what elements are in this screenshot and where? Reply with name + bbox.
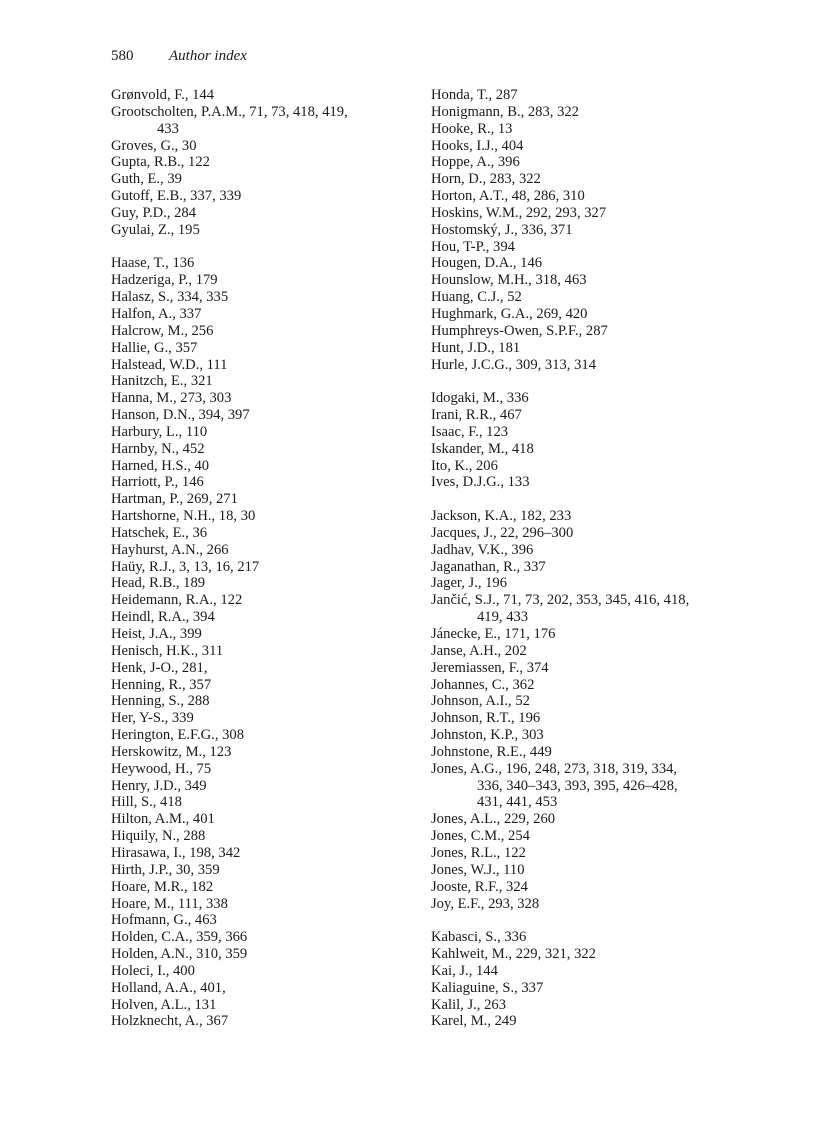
index-entry (111, 340, 411, 357)
entry-text: Henning, R., 357 (111, 676, 212, 693)
index-entry (111, 862, 411, 879)
index-entry (111, 946, 411, 963)
index-entry (111, 138, 411, 155)
index-entry (431, 390, 741, 407)
index-entry (431, 272, 741, 289)
entry-text: Hurle, J.C.G., 309, 313, 314 (431, 356, 596, 373)
entry-text: Johnston, K.P., 303 (431, 727, 544, 744)
entry-text: Gyulai, Z., 195 (111, 221, 200, 238)
entry-text: Jaganathan, R., 337 (431, 558, 546, 575)
entry-text: Henk, J-O., 281, (111, 659, 208, 676)
index-entry (111, 272, 411, 289)
index-entry (111, 441, 411, 458)
index-entry (111, 677, 411, 694)
index-entry (431, 845, 741, 862)
index-entry (111, 963, 411, 980)
index-entry (431, 862, 741, 879)
index-entry (111, 255, 411, 272)
index-entry (111, 1013, 411, 1030)
entry-text: Haüy, R.J., 3, 13, 16, 217 (111, 558, 260, 575)
entry-text: Johnson, A.I., 52 (431, 693, 530, 710)
index-entry (111, 171, 411, 188)
index-entry (431, 424, 741, 441)
index-entry (111, 660, 411, 677)
index-entry (431, 710, 741, 727)
index-entry (431, 255, 741, 272)
entry-text: Hilton, A.M., 401 (111, 811, 215, 828)
entry-text: Honigmann, B., 283, 322 (431, 103, 579, 120)
entry-text: Jeremiassen, F., 374 (431, 659, 549, 676)
entry-text: Jones, A.L., 229, 260 (431, 811, 556, 828)
index-entry (111, 744, 411, 761)
page-number: 580 (111, 48, 134, 64)
entry-text: Herskowitz, M., 123 (111, 743, 232, 760)
entry-text: Hofmann, G., 463 (111, 912, 217, 929)
index-entry (431, 963, 741, 980)
entry-text: Hirasawa, I., 198, 342 (111, 844, 241, 861)
entry-text: Hoare, M.R., 182 (111, 878, 214, 895)
index-entry (431, 542, 741, 559)
index-entry (431, 306, 741, 323)
entry-text: Hooks, I.J., 404 (431, 137, 524, 154)
letter-group-gap (431, 912, 741, 929)
entry-text: Jacques, J., 22, 296–300 (431, 524, 574, 541)
entry-text: Johannes, C., 362 (431, 676, 535, 693)
index-entry (111, 188, 411, 205)
index-entry (431, 508, 741, 525)
entry-text: Heidemann, R.A., 122 (111, 592, 243, 609)
index-entry (431, 138, 741, 155)
entry-text: Hougen, D.A., 146 (431, 255, 543, 272)
index-entry (111, 761, 411, 778)
entry-text: Hill, S., 418 (111, 794, 182, 811)
entry-text: Johnson, R.T., 196 (431, 710, 541, 727)
index-entry (431, 727, 741, 744)
entry-text: Hanson, D.N., 394, 397 (111, 407, 250, 424)
entry-text: Heist, J.A., 399 (111, 626, 202, 642)
index-entry (431, 205, 741, 222)
entry-text: Joy, E.F., 293, 328 (431, 895, 540, 912)
entry-continuation: 336, 340–343, 393, 395, 426–428, (477, 777, 678, 794)
index-column-right (431, 87, 741, 1030)
entry-text: Grootscholten, P.A.M., 71, 73, 418, 419, (111, 103, 348, 120)
entry-text: Holden, A.N., 310, 359 (111, 946, 248, 963)
index-entry (111, 306, 411, 323)
entry-text: Hughmark, G.A., 269, 420 (431, 305, 588, 322)
entry-text: Guy, P.D., 284 (111, 204, 197, 221)
index-entry (431, 761, 741, 812)
index-entry (111, 609, 411, 626)
page-header (111, 46, 247, 66)
entry-text: Kahlweit, M., 229, 321, 322 (431, 946, 596, 963)
entry-text: Jadhav, V.K., 396 (431, 541, 534, 558)
index-entry (111, 592, 411, 609)
index-entry (431, 104, 741, 121)
entry-text: Jooste, R.F., 324 (431, 878, 528, 895)
index-entry (431, 340, 741, 357)
index-entry (431, 188, 741, 205)
index-entry (111, 491, 411, 508)
entry-text: Karel, M., 249 (431, 1013, 517, 1030)
entry-text: Heindl, R.A., 394 (111, 609, 215, 626)
index-entry (111, 205, 411, 222)
entry-text: Her, Y-S., 339 (111, 710, 194, 727)
index-entry (431, 811, 741, 828)
index-entry (111, 559, 411, 576)
index-entry (111, 794, 411, 811)
entry-text: Henry, J.D., 349 (111, 777, 207, 794)
index-entry (111, 222, 411, 239)
entry-text: Kalil, J., 263 (431, 996, 506, 1013)
index-entry (111, 980, 411, 997)
entry-text: Holland, A.A., 401, (111, 979, 226, 996)
entry-text: Jager, J., 196 (431, 575, 508, 592)
entry-text: Halstead, W.D., 111 (111, 356, 228, 373)
index-entry (111, 87, 411, 104)
index-entry (111, 289, 411, 306)
index-entry (431, 323, 741, 340)
index-entry (111, 373, 411, 390)
index-entry (431, 87, 741, 104)
entry-text: Hoskins, W.M., 292, 293, 327 (431, 204, 607, 221)
index-entry (111, 357, 411, 374)
entry-text: Kaliaguine, S., 337 (431, 979, 544, 996)
entry-text: Honda, T., 287 (431, 87, 518, 103)
entry-text: Hunt, J.D., 181 (431, 339, 521, 356)
index-entry (111, 845, 411, 862)
index-entry (431, 441, 741, 458)
index-entry (431, 980, 741, 997)
entry-text: Hoppe, A., 396 (431, 154, 520, 171)
index-entry (431, 879, 741, 896)
index-entry (111, 778, 411, 795)
index-entry (111, 458, 411, 475)
index-entry (111, 424, 411, 441)
index-entry (431, 525, 741, 542)
entry-text: Jančić, S.J., 71, 73, 202, 353, 345, 416, 418, (431, 592, 690, 609)
entry-text: Hadzeriga, P., 179 (111, 272, 218, 289)
index-entry (431, 239, 741, 256)
entry-text: Guth, E., 39 (111, 171, 182, 188)
index-entry (111, 542, 411, 559)
index-entry (431, 660, 741, 677)
entry-text: Hounslow, M.H., 318, 463 (431, 272, 587, 289)
entry-text: Johnstone, R.E., 449 (431, 743, 552, 760)
entry-text: Hanitzch, E., 321 (111, 373, 213, 390)
entry-text: Hanna, M., 273, 303 (111, 390, 232, 407)
entry-text: Hoare, M., 111, 338 (111, 895, 228, 912)
entry-text: Horton, A.T., 48, 286, 310 (431, 188, 585, 205)
entry-text: Herington, E.F.G., 308 (111, 727, 245, 744)
entry-text: Kabasci, S., 336 (431, 929, 527, 946)
index-entry (111, 727, 411, 744)
entry-text: Henning, S., 288 (111, 693, 210, 710)
entry-text: Kai, J., 144 (431, 962, 498, 979)
index-entry (111, 626, 411, 643)
letter-group-gap (431, 491, 741, 508)
entry-text: Halcrow, M., 256 (111, 322, 214, 339)
entry-text: Gutoff, E.B., 337, 339 (111, 188, 242, 205)
entry-text: Gupta, R.B., 122 (111, 154, 210, 171)
entry-text: Jones, A.G., 196, 248, 273, 318, 319, 334, (431, 760, 678, 777)
entry-text: Harnby, N., 452 (111, 440, 205, 457)
entry-text: Hallie, G., 357 (111, 339, 198, 356)
entry-text: Jánecke, E., 171, 176 (431, 626, 556, 642)
entry-text: Harriott, P., 146 (111, 474, 204, 491)
entry-text: Jackson, K.A., 182, 233 (431, 508, 572, 525)
index-entry (111, 407, 411, 424)
index-entry (111, 929, 411, 946)
index-entry (431, 407, 741, 424)
index-entry (111, 828, 411, 845)
index-entry (431, 474, 741, 491)
index-entry (431, 997, 741, 1014)
index-entry (431, 744, 741, 761)
entry-text: Humphreys-Owen, S.P.F., 287 (431, 322, 608, 339)
entry-continuation: 431, 441, 453 (477, 794, 558, 811)
entry-continuation: 419, 433 (477, 609, 529, 626)
entry-continuation: 433 (157, 120, 179, 137)
running-title: Author index (169, 48, 247, 64)
index-entry (431, 677, 741, 694)
entry-text: Holzknecht, A., 367 (111, 1013, 229, 1030)
entry-text: Jones, R.L., 122 (431, 844, 526, 861)
entry-text: Holven, A.L., 131 (111, 996, 217, 1013)
entry-text: Ito, K., 206 (431, 457, 498, 474)
index-entry (431, 559, 741, 576)
entry-text: Janse, A.H., 202 (431, 642, 527, 659)
index-entry (431, 171, 741, 188)
index-entry (431, 289, 741, 306)
entry-text: Hou, T-P., 394 (431, 238, 515, 255)
index-entry (111, 323, 411, 340)
index-entry (431, 121, 741, 138)
entry-text: Iskander, M., 418 (431, 440, 534, 457)
entry-text: Hirth, J.P., 30, 359 (111, 861, 220, 878)
index-entry (111, 693, 411, 710)
entry-text: Hartman, P., 269, 271 (111, 491, 238, 508)
entry-text: Harned, H.S., 40 (111, 457, 210, 474)
index-entry (431, 828, 741, 845)
index-entry (431, 896, 741, 913)
entry-text: Heywood, H., 75 (111, 760, 212, 777)
index-entry (431, 693, 741, 710)
index-entry (111, 575, 411, 592)
index-entry (111, 710, 411, 727)
index-entry (111, 643, 411, 660)
entry-text: Idogaki, M., 336 (431, 390, 529, 407)
entry-text: Horn, D., 283, 322 (431, 171, 541, 188)
entry-text: Hooke, R., 13 (431, 120, 513, 137)
entry-text: Jones, W.J., 110 (431, 861, 525, 878)
entry-text: Ives, D.J.G., 133 (431, 474, 530, 491)
entry-text: Jones, C.M., 254 (431, 828, 530, 845)
entry-text: Hiquily, N., 288 (111, 828, 206, 845)
entry-text: Grønvold, F., 144 (111, 87, 215, 103)
index-entry (111, 896, 411, 913)
index-entry (431, 154, 741, 171)
index-entry (111, 997, 411, 1014)
index-entry (431, 626, 741, 643)
entry-text: Harbury, L., 110 (111, 423, 208, 440)
index-entry (111, 912, 411, 929)
entry-text: Hartshorne, N.H., 18, 30 (111, 508, 256, 525)
entry-text: Huang, C.J., 52 (431, 289, 522, 306)
index-entry (111, 104, 411, 138)
index-entry (431, 222, 741, 239)
index-entry (431, 575, 741, 592)
index-entry (431, 357, 741, 374)
index-entry (431, 929, 741, 946)
entry-text: Hayhurst, A.N., 266 (111, 541, 229, 558)
entry-text: Hatschek, E., 36 (111, 524, 208, 541)
letter-group-gap (111, 239, 411, 256)
index-entry (431, 946, 741, 963)
index-entry (431, 643, 741, 660)
entry-text: Groves, G., 30 (111, 137, 197, 154)
index-entry (431, 1013, 741, 1030)
entry-text: Isaac, F., 123 (431, 423, 509, 440)
index-entry (111, 154, 411, 171)
index-entry (111, 879, 411, 896)
index-entry (111, 390, 411, 407)
index-entry (431, 458, 741, 475)
index-entry (111, 525, 411, 542)
index-column-left (111, 87, 411, 1030)
index-entry (111, 508, 411, 525)
entry-text: Hostomský, J., 336, 371 (431, 221, 573, 238)
letter-group-gap (431, 373, 741, 390)
entry-text: Head, R.B., 189 (111, 575, 206, 592)
entry-text: Haase, T., 136 (111, 255, 195, 272)
index-entry (431, 592, 741, 626)
entry-text: Irani, R.R., 467 (431, 407, 522, 424)
entry-text: Holeci, I., 400 (111, 962, 195, 979)
index-entry (111, 474, 411, 491)
entry-text: Henisch, H.K., 311 (111, 642, 224, 659)
index-entry (111, 811, 411, 828)
entry-text: Holden, C.A., 359, 366 (111, 929, 248, 946)
entry-text: Halfon, A., 337 (111, 305, 202, 322)
entry-text: Halasz, S., 334, 335 (111, 289, 229, 306)
